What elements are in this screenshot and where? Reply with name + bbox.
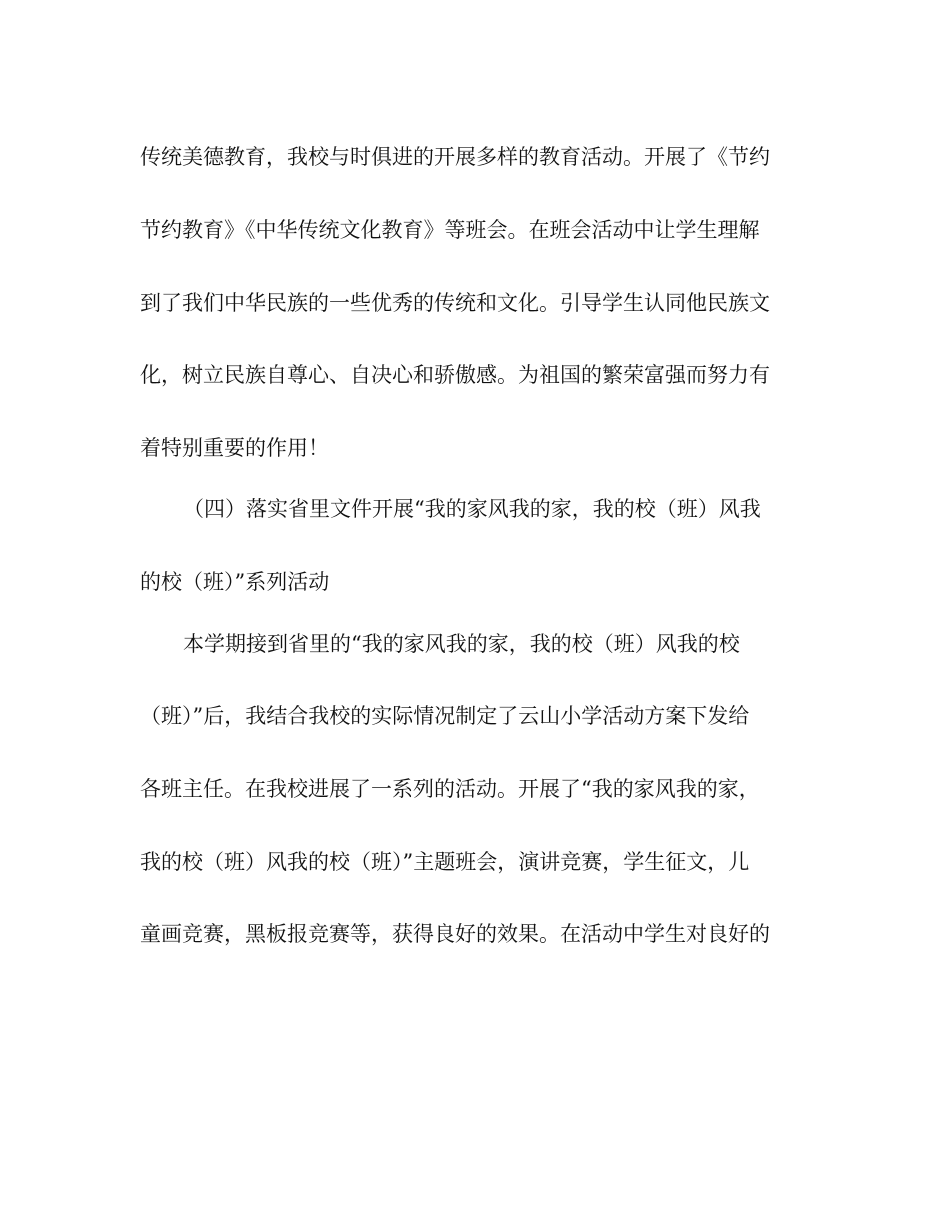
section-heading-line: 的校（班）”系列活动 (140, 570, 330, 594)
paragraph-line: 童画竞赛，黑板报竞赛等，获得良好的效果。在活动中学生对良好的 (140, 922, 770, 946)
paragraph-line: （班）”后，我结合我校的实际情况制定了云山小学活动方案下发给 (140, 704, 750, 728)
paragraph-line: 各班主任。在我校进展了一系列的活动。开展了“我的家风我的家， (140, 777, 760, 801)
paragraph-line: 化，树立民族自尊心、自决心和骄傲感。为祖国的繁荣富强而努力有 (140, 363, 770, 387)
paragraph-line: 传统美德教育，我校与时俱进的开展多样的教育活动。开展了《节约 (140, 145, 770, 169)
paragraph-line: 我的校（班）风我的校（班）”主题班会，演讲竞赛，学生征文，儿 (140, 850, 750, 874)
paragraph-line: 着特别重要的作用！ (140, 436, 329, 460)
section-heading-line: （四）落实省里文件开展“我的家风我的家，我的校（班）风我 (183, 497, 761, 521)
paragraph-line: 本学期接到省里的“我的家风我的家，我的校（班）风我的校 (183, 632, 740, 656)
paragraph-line: 节约教育》《中华传统文化教育》等班会。在班会活动中让学生理解 (140, 218, 760, 242)
paragraph-line: 到了我们中华民族的一些优秀的传统和文化。引导学生认同他民族文 (140, 291, 770, 315)
